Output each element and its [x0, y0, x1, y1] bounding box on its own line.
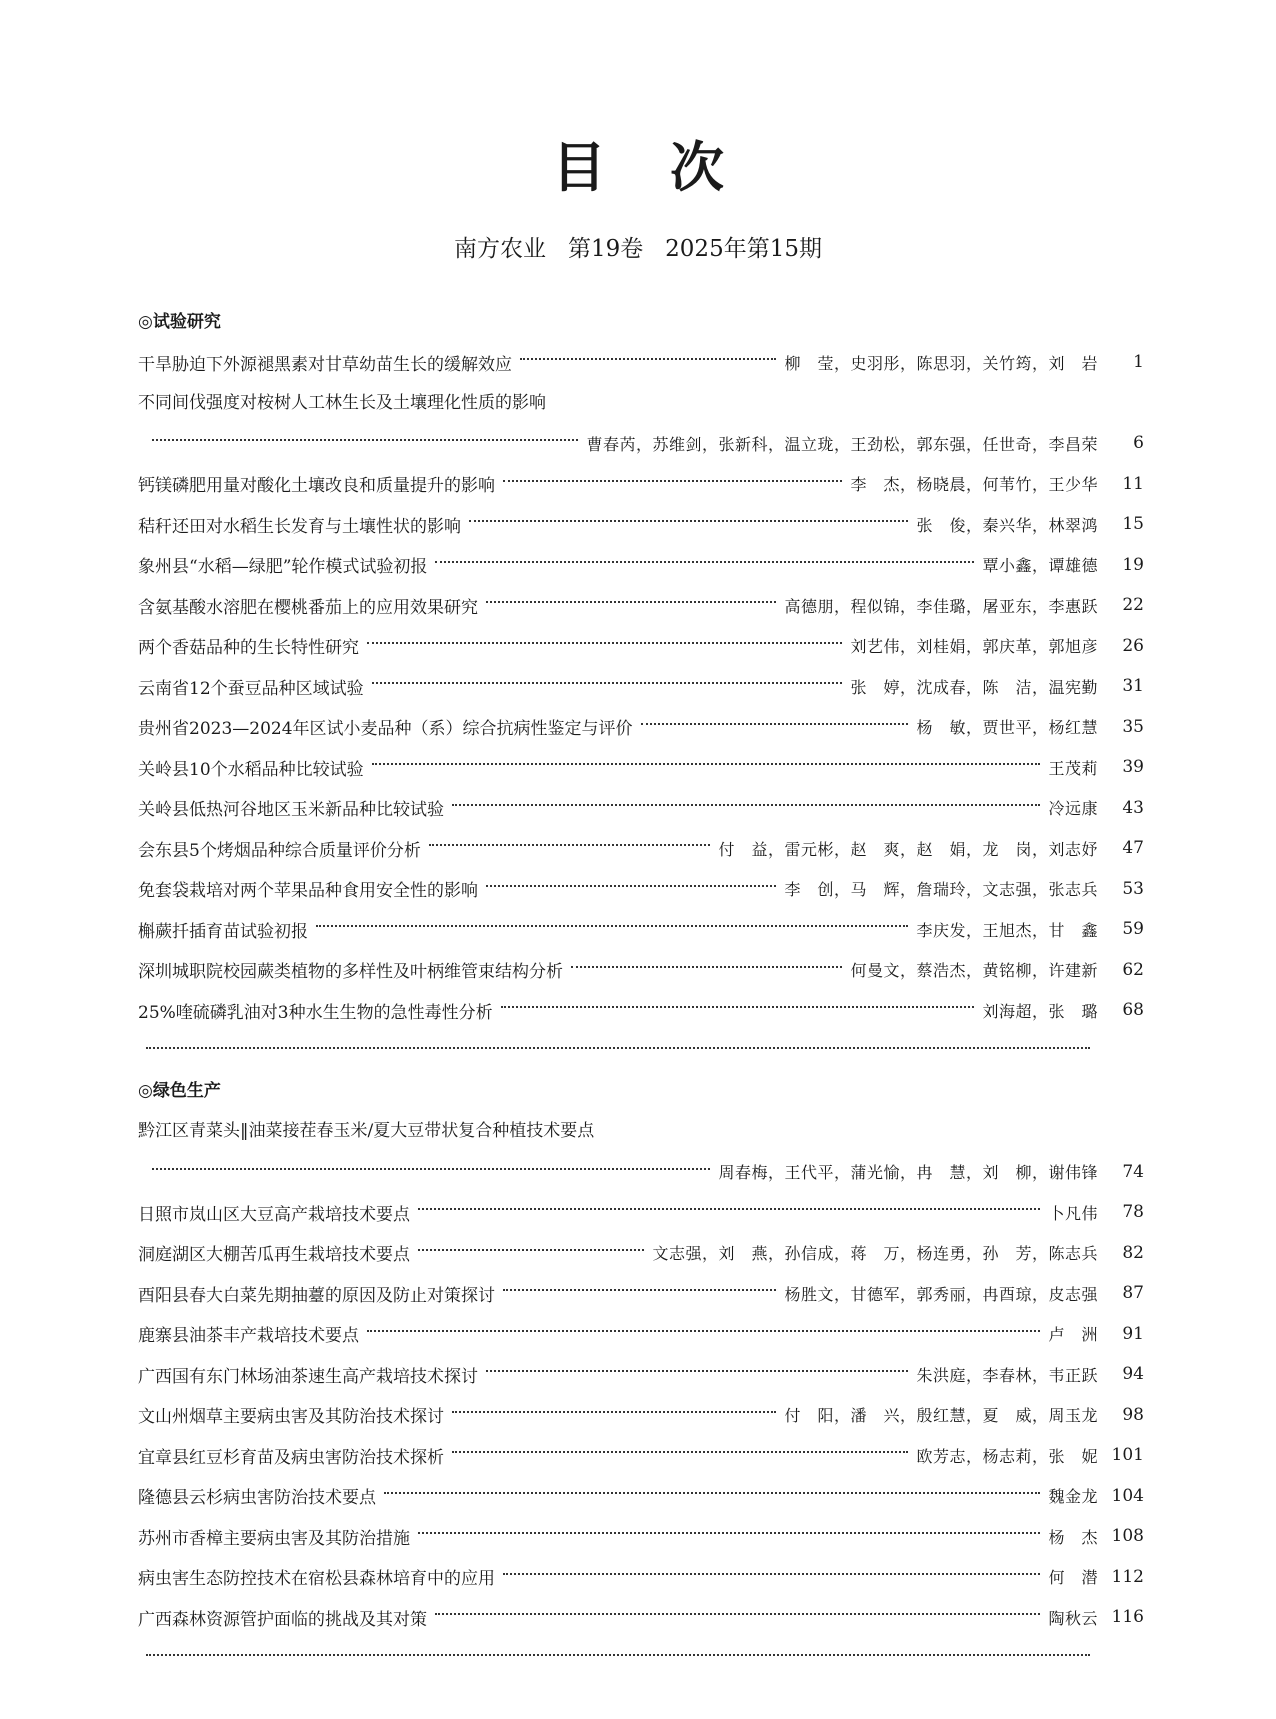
article-title: 两个香菇品种的生长特性研究	[138, 638, 359, 659]
leader-dots	[418, 1249, 644, 1251]
toc-entry[interactable]	[138, 1273, 1144, 1314]
article-authors: 朱洪庭，李春林，韦正跃	[916, 1365, 1098, 1385]
article-title: 含氨基酸水溶肥在樱桃番茄上的应用效果研究	[138, 597, 478, 618]
toc-entry[interactable]	[138, 1557, 1144, 1598]
article-title: 贵州省2023—2024年区试小麦品种（系）综合抗病性鉴定与评价	[138, 719, 633, 740]
page-number: 116	[1111, 1607, 1144, 1628]
page-number: 47	[1122, 838, 1144, 859]
article-title: 槲蕨扦插育苗试验初报	[138, 921, 308, 942]
page-number: 62	[1122, 959, 1144, 980]
article-title: 广西森林资源管护面临的挑战及其对策	[138, 1609, 427, 1630]
article-authors: 付 阳，潘 兴，殷红慧，夏 威，周玉龙	[784, 1406, 1098, 1426]
article-authors: 杨 杰	[1048, 1527, 1098, 1547]
article-authors: 欧芳志，杨志莉，张 妮	[916, 1446, 1098, 1466]
leader-dots	[418, 1532, 1040, 1534]
leader-dots	[571, 966, 842, 968]
article-authors: 刘艺伟，刘桂娟，郭庆革，郭旭彦	[850, 637, 1098, 657]
page-number: 15	[1122, 514, 1144, 535]
page-number: 26	[1122, 635, 1144, 656]
section-heading: ◎试验研究	[138, 312, 221, 332]
toc-entry[interactable]	[138, 626, 1144, 667]
leader-dots	[641, 723, 909, 725]
leader-dots	[429, 844, 711, 846]
article-title: 云南省12个蚕豆品种区域试验	[138, 678, 364, 699]
toc-entry[interactable]	[138, 585, 1144, 626]
page-number: 74	[1122, 1161, 1144, 1182]
toc-entry[interactable]	[138, 1638, 1144, 1679]
page-number: 19	[1122, 554, 1144, 575]
leader-dots	[452, 804, 1040, 806]
journal-issue: 南方农业 第19卷 2025年第15期	[454, 236, 822, 262]
article-authors: 付 益，雷元彬，赵 爽，赵 娟，龙 岗，刘志妤	[718, 839, 1098, 859]
article-authors: 刘海超，张 璐	[982, 1001, 1098, 1021]
article-title: 洞庭湖区大棚苦瓜再生栽培技术要点	[138, 1245, 410, 1266]
article-title: 关岭县低热河谷地区玉米新品种比较试验	[138, 800, 444, 821]
toc-entry[interactable]	[138, 909, 1144, 950]
toc-entry[interactable]	[138, 666, 1144, 707]
leader-dots	[367, 1330, 1040, 1332]
article-title: 鹿寨县油茶丰产栽培技术要点	[138, 1326, 359, 1347]
page-number: 39	[1122, 757, 1144, 778]
toc-entry[interactable]	[138, 1354, 1144, 1395]
article-authors: 何曼文，蔡浩杰，黄铭柳，许建新	[850, 961, 1098, 981]
toc-entry[interactable]	[138, 950, 1144, 991]
article-authors: 高德朋，程似锦，李佳璐，屠亚东，李惠跃	[784, 596, 1098, 616]
toc-entry[interactable]	[138, 1435, 1144, 1476]
article-title: 免套袋栽培对两个苹果品种食用安全性的影响	[138, 881, 478, 902]
article-title: 深圳城职院校园蕨类植物的多样性及叶柄维管束结构分析	[138, 962, 563, 983]
page-number: 1	[1133, 352, 1144, 373]
leader-dots	[367, 642, 842, 644]
page-number: 6	[1133, 433, 1144, 454]
article-authors: 周春梅，王代平，蒲光愉，冉 慧，刘 柳，谢伟锋	[718, 1163, 1098, 1183]
leader-dots	[418, 1208, 1040, 1210]
article-authors: 李庆发，王旭杰，甘 鑫	[916, 920, 1098, 940]
page-number: 11	[1122, 473, 1144, 494]
page-number: 43	[1122, 797, 1144, 818]
toc-entry[interactable]	[138, 1314, 1144, 1355]
leader-dots	[486, 601, 776, 603]
article-title: 象州县“水稻—绿肥”轮作模式试验初报	[138, 557, 428, 578]
toc-entry[interactable]	[138, 869, 1144, 910]
page-number: 82	[1122, 1242, 1144, 1263]
toc-entry[interactable]	[138, 464, 1144, 505]
toc-entry[interactable]	[138, 1192, 1144, 1233]
article-authors: 文志强，刘 燕，孙信成，蒋 万，杨连勇，孙 芳，陈志兵	[652, 1244, 1098, 1264]
article-authors: 张 俊，秦兴华，林翠鸿	[916, 515, 1098, 535]
article-authors: 卜凡伟	[1048, 1203, 1098, 1223]
article-title: 25%喹硫磷乳油对3种水生生物的急性毒性分析	[138, 1002, 493, 1023]
toc-entry[interactable]	[138, 990, 1144, 1031]
page-number: 22	[1122, 595, 1144, 616]
article-title: 关岭县10个水稻品种比较试验	[138, 759, 364, 780]
page-title: 目次	[552, 136, 788, 199]
article-authors: 何 潜	[1048, 1568, 1098, 1588]
article-authors: 杨胜文，甘德军，郭秀丽，冉酉琼，皮志强	[784, 1284, 1098, 1304]
leader-dots	[146, 1047, 1090, 1049]
leader-dots	[152, 1168, 710, 1170]
leader-dots	[316, 925, 908, 927]
toc-entry[interactable]	[138, 1031, 1144, 1072]
article-title: 病虫害生态防控技术在宿松县森林培育中的应用	[138, 1569, 495, 1590]
article-authors: 魏金龙	[1048, 1487, 1098, 1507]
article-authors: 杨 敏，贾世平，杨红慧	[916, 718, 1098, 738]
leader-dots	[501, 1006, 975, 1008]
leader-dots	[435, 561, 974, 563]
toc-entry[interactable]	[138, 545, 1144, 586]
page-number: 98	[1122, 1404, 1144, 1425]
leader-dots	[503, 1573, 1040, 1575]
page-number: 112	[1111, 1566, 1144, 1587]
page-number: 87	[1122, 1283, 1144, 1304]
article-title: 隆德县云杉病虫害防治技术要点	[138, 1488, 376, 1509]
article-title: 苏州市香樟主要病虫害及其防治措施	[138, 1528, 410, 1549]
toc-entry[interactable]	[138, 707, 1144, 748]
leader-dots	[503, 480, 842, 482]
page-number: 91	[1122, 1323, 1144, 1344]
leader-dots	[520, 358, 776, 360]
article-title: 会东县5个烤烟品种综合质量评价分析	[138, 840, 421, 861]
page-number: 108	[1111, 1526, 1144, 1547]
page-number: 59	[1122, 919, 1144, 940]
toc-entry[interactable]	[138, 1233, 1144, 1274]
toc-entry[interactable]	[138, 342, 1144, 383]
leader-dots	[372, 682, 843, 684]
toc-entry[interactable]	[138, 747, 1144, 788]
table-of-contents	[138, 302, 1144, 1678]
toc-entry[interactable]	[138, 1152, 1144, 1193]
article-authors: 陶秋云	[1048, 1608, 1098, 1628]
article-title: 宜章县红豆杉育苗及病虫害防治技术探析	[138, 1447, 444, 1468]
toc-entry[interactable]	[138, 1516, 1144, 1557]
article-authors: 张 婷，沈成春，陈 洁，温宪勤	[850, 677, 1098, 697]
leader-dots	[469, 520, 908, 522]
toc-entry[interactable]	[138, 828, 1144, 869]
leader-dots	[452, 1451, 908, 1453]
article-authors: 李 创，马 辉，詹瑞玲，文志强，张志兵	[784, 880, 1098, 900]
page-number: 35	[1122, 716, 1144, 737]
article-title: 文山州烟草主要病虫害及其防治技术探讨	[138, 1407, 444, 1428]
article-title: 钙镁磷肥用量对酸化土壤改良和质量提升的影响	[138, 476, 495, 497]
page-number: 78	[1122, 1202, 1144, 1223]
leader-dots	[384, 1492, 1040, 1494]
article-title: 日照市岚山区大豆高产栽培技术要点	[138, 1204, 410, 1225]
article-authors: 王茂莉	[1048, 758, 1098, 778]
article-title: 广西国有东门林场油茶速生高产栽培技术探讨	[138, 1366, 478, 1387]
toc-entry[interactable]	[138, 1395, 1144, 1436]
toc-entry[interactable]	[138, 1597, 1144, 1638]
page-number: 68	[1122, 1000, 1144, 1021]
toc-entry[interactable]	[138, 423, 1144, 464]
article-authors: 李 杰，杨晓晨，何苇竹，王少华	[850, 475, 1098, 495]
toc-entry[interactable]	[138, 1476, 1144, 1517]
leader-dots	[503, 1289, 776, 1291]
article-title[interactable]: 黔江区青菜头‖油菜接茬春玉米/夏大豆带状复合种植技术要点	[138, 1121, 595, 1141]
article-authors: 冷远康	[1048, 799, 1098, 819]
leader-dots	[435, 1613, 1040, 1615]
leader-dots	[146, 1654, 1090, 1656]
article-authors: 覃小鑫，谭雄德	[982, 556, 1098, 576]
leader-dots	[486, 885, 776, 887]
article-title: 秸秆还田对水稻生长发育与土壤性状的影响	[138, 516, 461, 537]
page-number: 31	[1122, 676, 1144, 697]
section-heading: ◎绿色生产	[138, 1081, 221, 1101]
page-number: 104	[1111, 1485, 1144, 1506]
page-number: 94	[1122, 1364, 1144, 1385]
article-authors: 柳 莹，史羽彤，陈思羽，关竹筠，刘 岩	[784, 353, 1098, 373]
article-authors: 卢 洲	[1048, 1325, 1098, 1345]
leader-dots	[486, 1370, 908, 1372]
toc-entry[interactable]	[138, 788, 1144, 829]
article-title: 酉阳县春大白菜先期抽薹的原因及防止对策探讨	[138, 1285, 495, 1306]
article-authors: 曹春芮，苏维剑，张新科，温立珑，王劲松，郭东强，任世奇，李昌荣	[586, 434, 1098, 454]
article-title[interactable]: 不同间伐强度对桉树人工林生长及土壤理化性质的影响	[138, 392, 546, 413]
page-number: 53	[1122, 878, 1144, 899]
toc-entry[interactable]	[138, 504, 1144, 545]
leader-dots	[372, 763, 1041, 765]
page-number: 101	[1111, 1445, 1144, 1466]
leader-dots	[152, 439, 578, 441]
article-title: 干旱胁迫下外源褪黑素对甘草幼苗生长的缓解效应	[138, 354, 512, 375]
leader-dots	[452, 1411, 776, 1413]
